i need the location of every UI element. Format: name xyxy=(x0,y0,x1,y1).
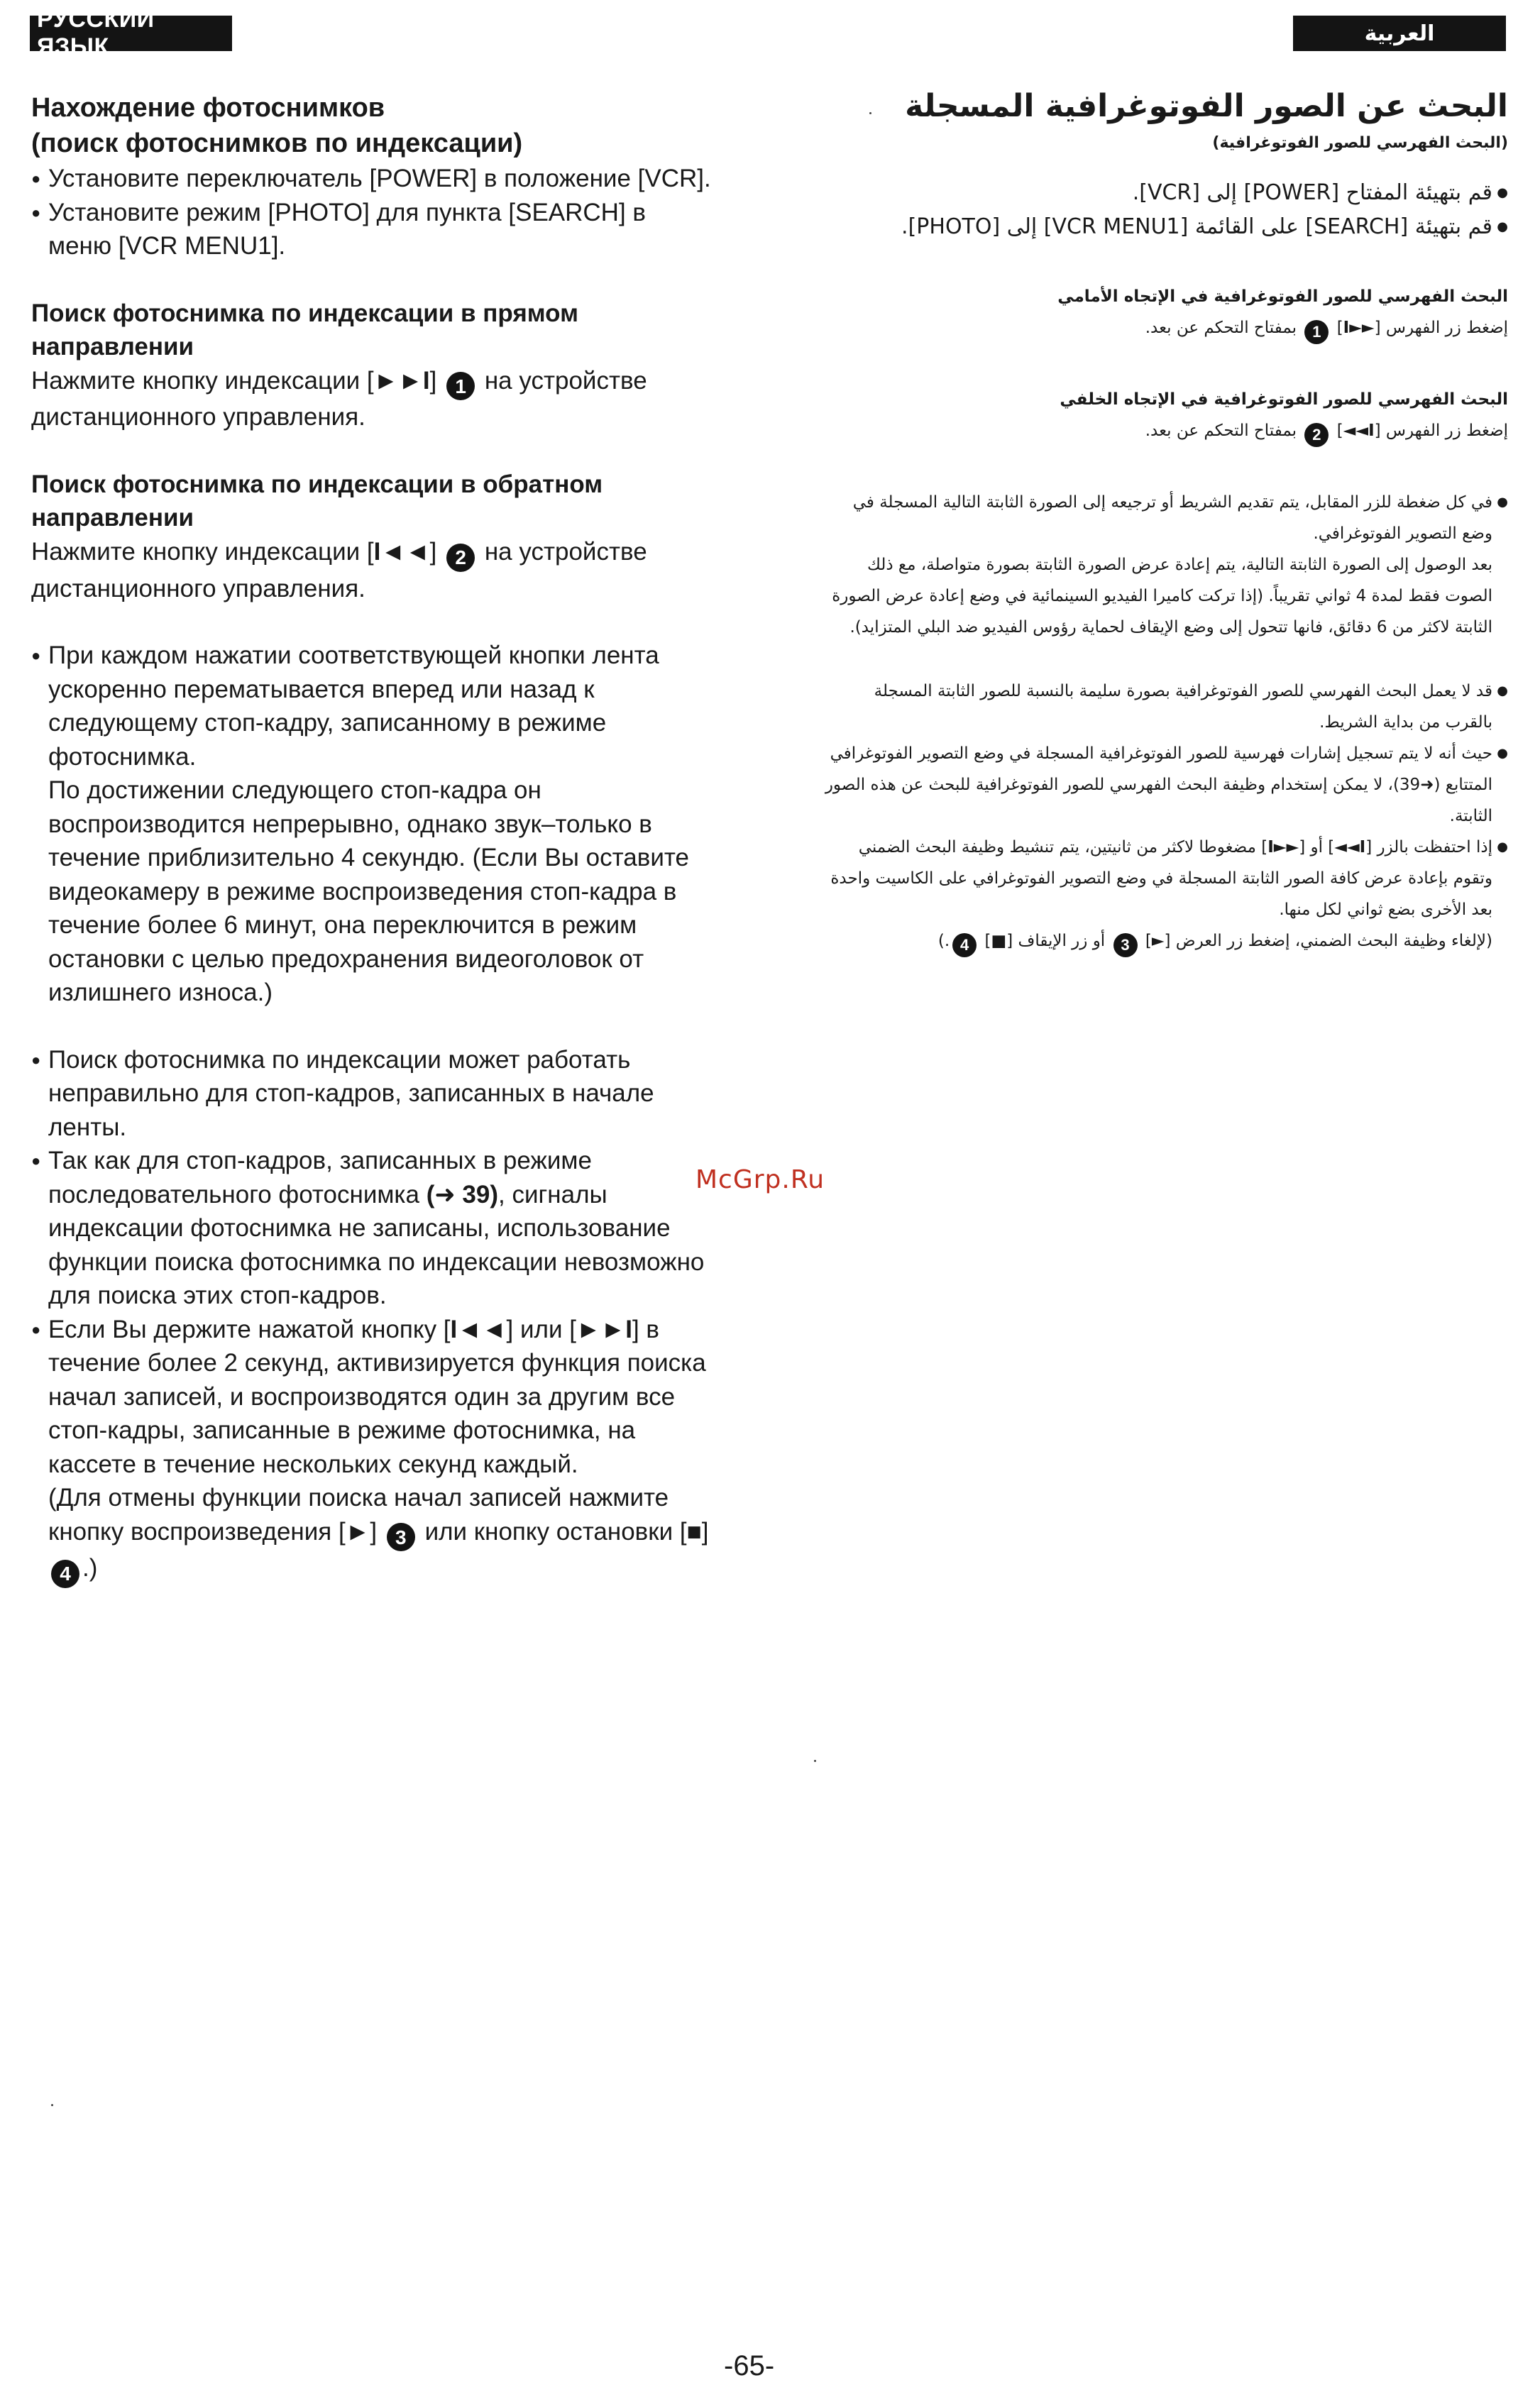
scan-speck xyxy=(814,1760,816,1762)
next-index-icon: ►►I xyxy=(1267,838,1299,857)
step-4-badge: 4 xyxy=(51,1560,79,1588)
arabic-cancel-instruction: (لإلغاء وظيفة البحث الضمني، إضغط زر العرض [►] 3 أو زر الإيقاف [■] 4.) xyxy=(823,925,1508,957)
cancel-instruction: (Для отмены функции поиска начал записей нажмите кнопку воспроизведения [►] 3 или кнопку остановки [■] 4 .) xyxy=(31,1481,713,1588)
previous-index-icon: I◄◄ xyxy=(450,1315,507,1343)
arabic-intro-photo: ● قم بتهيئة [SEARCH] على القائمة [VCR MENU1] إلى [PHOTO]. xyxy=(823,210,1508,244)
arabic-title: البحث عن الصور الفوتوغرافية المسجلة xyxy=(905,88,1508,124)
play-icon: ► xyxy=(1151,932,1165,950)
reverse-search-heading: Поиск фотоснимка по индексации в обратном направлении xyxy=(31,470,603,532)
step-1-badge: 1 xyxy=(446,372,475,400)
note-tape-start: ● Поиск фотоснимка по индексации может работать неправильно для стоп-кадров, записанных в начале ленты. xyxy=(31,1043,713,1145)
forward-search-instruction: Нажмите кнопку индексации [►►I] 1 на устройстве дистанционного управления. xyxy=(31,366,647,431)
next-index-icon: ►►I xyxy=(576,1315,632,1343)
step-4-badge: 4 xyxy=(952,933,977,957)
arabic-reverse-heading: البحث الفهرسي للصور الفوتوغرافية في الإتجاه الخلفي xyxy=(1060,390,1508,409)
arabic-column xyxy=(823,84,1508,957)
arabic-subtitle: (البحث الفهرسي للصور الفوتوغرافية) xyxy=(1212,134,1508,152)
note-hold-button: ● Если Вы держите нажатой кнопку [I◄◄] или [►►I] в течение более 2 секунд, активизируется функция поиска начал записей, и воспроизводятся один за другим все стоп-кадры, записанные в режиме фотоснимка, на кассете в течение нескольких секунд каждый. xyxy=(31,1313,713,1482)
press-behavior-bullet: ● При каждом нажатии соответствующей кнопки лента ускоренно перематывается вперед или назад к следующему стоп-кадру, записанному в режиме фотоснимка. xyxy=(31,639,713,773)
arabic-intro-power: ● قم بتهيئة المفتاح [POWER] إلى [VCR]. xyxy=(823,176,1508,210)
scan-speck xyxy=(869,112,871,114)
previous-index-icon: I◄◄ xyxy=(1343,422,1375,440)
press-behavior-continuation: По достижении следующего стоп-кадра он воспроизводится непрерывно, однако звук–только в течение приблизительно 4 секундю. (Если Вы оставите видеокамеру в режиме воспроизведения стоп-кадра в течение более 6 минут, она переключится в режим остановки с целью предохранения видеоголовок от излишнего износа.) xyxy=(48,776,689,1006)
reverse-search-instruction: Нажмите кнопку индексации [I◄◄] 2 на устройстве дистанционного управления. xyxy=(31,537,647,602)
play-icon: ► xyxy=(345,1517,370,1546)
page-number: -65- xyxy=(724,2350,775,2381)
step-2-badge: 2 xyxy=(446,544,475,572)
next-index-icon: ►►I xyxy=(1343,319,1375,337)
step-2-badge: 2 xyxy=(1304,423,1329,447)
page-title-line2: (поиск фотоснимков по индексации) xyxy=(31,128,523,158)
note-sequential-photo: ● Так как для стоп-кадров, записанных в режиме последовательного фотоснимка (➜ 39), сигналы индексации фотоснимка не записаны, использование функции поиска фотоснимка по индексации невозможно для поиска этих стоп-кадров. xyxy=(31,1144,713,1313)
arabic-note-hold: ● إذا احتفظت بالزر [I◄◄] أو [►►I] مضغوطا لاكثر من ثانيتين، يتم تنشيط وظيفة البحث الضمني وتقوم بإعادة عرض كافة الصور الثابتة المسجلة في وضع التصوير الفوتوغرافي على الكاسيت واحدة بعد الأخرى بضع ثواني لكل منها. xyxy=(823,832,1508,925)
arabic-note-tape-start: ● قد لا يعمل البحث الفهرسي للصور الفوتوغرافية بصورة سليمة بالنسبة للصور الثابتة المسجلة بالقرب من بداية الشريط. xyxy=(823,676,1508,738)
next-index-icon: ►►I xyxy=(373,366,430,395)
stop-icon: ■ xyxy=(686,1517,702,1546)
step-3-badge: 3 xyxy=(387,1523,415,1551)
stop-icon: ■ xyxy=(991,932,1007,950)
arabic-note-sequential: ● حيث أنه لا يتم تسجيل إشارات فهرسية للصور الفوتوغرافية المسجلة في وضع التصوير الفوتوغرافي المتتابع (➜39)، لا يمكن إستخدام وظيفة البحث الفهرسي للصور الفوتوغرافية للبحث عن هذه الصور الثابتة. xyxy=(823,738,1508,832)
arabic-forward-instruction: إضغط زر الفهرس [►►I] 1 بمفتاح التحكم عن بعد. xyxy=(823,312,1508,344)
previous-index-icon: I◄◄ xyxy=(373,537,430,566)
language-tag-arabic: العربية xyxy=(1293,16,1506,51)
watermark: McGrp.Ru xyxy=(695,1165,825,1194)
arabic-press-continuation: بعد الوصول إلى الصورة الثابتة التالية، يتم إعادة عرض الصورة الثابتة بصورة متواصلة، مع ذلك الصوت فقط لمدة 4 ثواني تقريباً. (إذا تركت كاميرا الفيديو السينمائية في وضع إعادة عرض الصورة الثابتة لاكثر من 6 دقائق، فانها تتحول إلى وضع الإيقاف لحماية رؤوس الفيديو ضد البلي المتزايد). xyxy=(832,556,1492,637)
arabic-press-behavior: ● في كل ضغطة للزر المقابل، يتم تقديم الشريط أو ترجيعه إلى الصورة الثابتة التالية المسجلة في وضع التصوير الفوتوغرافي. xyxy=(823,487,1508,549)
arabic-forward-heading: البحث الفهرسي للصور الفوتوغرافية في الإتجاه الأمامي xyxy=(1057,287,1508,306)
intro-bullet-photo: ● Установите режим [PHOTO] для пункта [SEARCH] в меню [VCR MENU1]. xyxy=(31,196,713,263)
page-title-line1: Нахождение фотоснимков xyxy=(31,93,385,123)
forward-search-heading: Поиск фотоснимка по индексации в прямом направлении xyxy=(31,299,578,360)
intro-bullet-power: ● Установите переключатель [POWER] в положение [VCR]. xyxy=(31,162,713,196)
page-reference: (➜ 39) xyxy=(426,1180,499,1208)
scan-speck xyxy=(51,2104,53,2106)
step-3-badge: 3 xyxy=(1113,933,1138,957)
russian-column xyxy=(31,91,713,1588)
language-tag-russian: РУССКИЙ ЯЗЫК xyxy=(30,16,232,51)
arabic-reverse-instruction: إضغط زر الفهرس [I◄◄] 2 بمفتاح التحكم عن بعد. xyxy=(823,415,1508,447)
previous-index-icon: I◄◄ xyxy=(1334,838,1366,857)
step-1-badge: 1 xyxy=(1304,320,1329,344)
